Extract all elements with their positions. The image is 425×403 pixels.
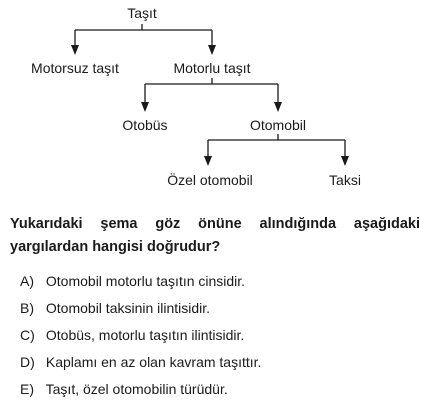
arrowhead-otomobil [274, 102, 282, 112]
arrowhead-otobus [141, 102, 149, 112]
option-text: Taşıt, özel otomobilin türüdür. [45, 381, 228, 397]
node-otomobil: Otomobil [249, 117, 307, 133]
connector-root [71, 24, 216, 55]
option-letter: D) [20, 354, 35, 370]
node-motorsuz: Motorsuz taşıt [31, 60, 119, 76]
option-text: Otobüs, motorlu taşıtın ilintisidir. [45, 327, 245, 343]
node-root: Taşıt [127, 5, 157, 21]
arrowhead-motorlu [208, 45, 216, 55]
connector-motorlu [141, 78, 282, 112]
node-taksi: Taksi [329, 172, 361, 188]
option-text: Otomobil motorlu taşıtın cinsidir. [45, 273, 246, 289]
option-letter: A) [20, 273, 34, 289]
option-b[interactable] [20, 295, 261, 322]
node-otobus: Otobüs [122, 117, 168, 133]
question-text: Yukarıdaki şema göz önüne alındığında aşağıdaki yargılardan hangisi doğrudur? [10, 216, 420, 255]
arrowhead-ozel [204, 156, 212, 166]
arrowhead-motorsuz [71, 45, 79, 55]
option-e[interactable] [20, 376, 261, 403]
node-motorlu: Motorlu taşıt [173, 60, 251, 76]
arrowhead-taksi [341, 156, 349, 166]
option-c[interactable] [20, 322, 261, 349]
option-a[interactable] [20, 268, 261, 295]
option-letter: C) [20, 327, 35, 343]
option-text: Kaplamı en az olan kavram taşıttır. [45, 354, 262, 370]
connector-otomobil [204, 134, 349, 166]
answer-options [20, 268, 261, 403]
option-d[interactable] [20, 349, 261, 376]
option-letter: E) [20, 381, 34, 397]
node-ozel: Özel otomobil [167, 172, 253, 188]
option-text: Otomobil taksinin ilintisidir. [45, 300, 211, 316]
option-letter: B) [20, 300, 34, 316]
